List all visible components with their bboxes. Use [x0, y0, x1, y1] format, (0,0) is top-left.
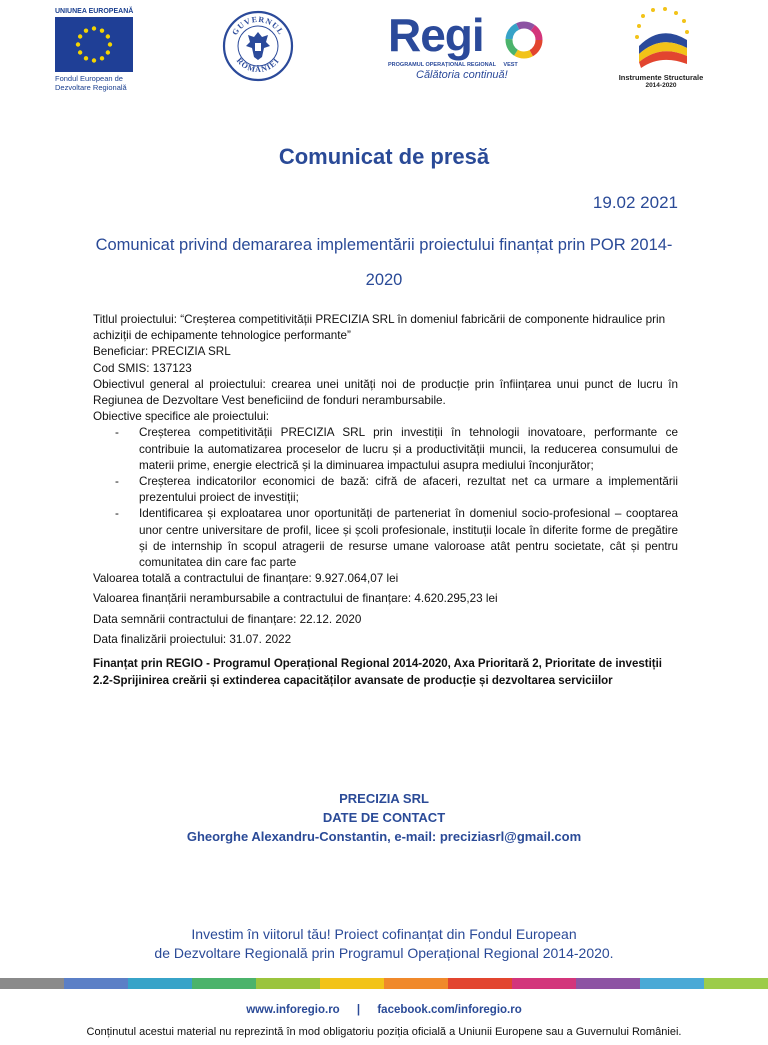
eu-fund-label-line1: Fondul European de — [55, 74, 123, 83]
objective-text: Identificarea și exploatarea unor oportunități de parteneriat în domeniul socio-profesional – cooptarea unor centre universitare de profil, licee și școli profesionale, instituții locale în diferite forme de pregătire și de internship în scopul atragerii de resurse umane valoroase atât pentru societate, cât și pentru comunitatea din care fac parte — [139, 507, 678, 570]
eu-star-icon — [92, 26, 96, 30]
stripe-segment — [64, 978, 128, 989]
stripe-segment — [192, 978, 256, 989]
stripe-segment — [320, 978, 384, 989]
project-details — [93, 312, 678, 648]
government-bottom-text: ROMÂNIEI — [234, 55, 282, 75]
footer-separator: | — [356, 1004, 361, 1016]
footer-links — [0, 1004, 768, 1016]
document-heading: Comunicat privind demararea implementării proiectului finanțat prin POR 2014-2020 — [95, 236, 673, 289]
structural-instruments-years: 2014-2020 — [645, 82, 677, 89]
eu-fund-label-line2: Dezvoltare Regională — [55, 83, 127, 92]
document-date: 19.02 2021 — [592, 193, 678, 212]
eu-star-icon — [108, 42, 112, 46]
eu-flag-icon — [55, 17, 133, 72]
eu-star-icon — [92, 58, 96, 62]
regio-program-label — [388, 62, 548, 68]
eu-fund-label — [55, 74, 155, 92]
regio-program-text: PROGRAMUL OPERAȚIONAL REGIONAL — [388, 62, 496, 68]
eu-star-icon — [76, 42, 80, 46]
bullet-dash: - — [115, 475, 119, 489]
structural-instruments-icon — [629, 6, 693, 68]
footer-invest-line1: Investim în viitorul tău! Proiect cofinanțat din Fondul European — [191, 926, 577, 942]
stripe-segment — [512, 978, 576, 989]
government-seal-logo — [222, 10, 294, 82]
stripe-segment — [128, 978, 192, 989]
eu-star-icon — [84, 28, 88, 32]
website-link[interactable]: www.inforegio.ro — [246, 1004, 340, 1016]
specific-objectives-list — [93, 425, 678, 571]
disclaimer: Conținutul acestui material nu reprezintă în mod obligatoriu poziția oficială a Uniunii Europene sau a Guvernului României. — [86, 1026, 682, 1038]
eu-star-icon — [106, 50, 110, 54]
regio-logo — [388, 9, 548, 81]
contact-person: Gheorghe Alexandru-Constantin, e-mail: preciziasrl@gmail.com — [186, 829, 582, 844]
non-refundable-value: Valoarea finanțării nerambursabile a contractului de finanțare: 4.620.295,23 lei — [93, 592, 498, 606]
smis-code: Cod SMIS: 137123 — [93, 361, 192, 375]
bullet-dash: - — [115, 507, 119, 521]
stripe-segment — [704, 978, 768, 989]
eu-union-label: UNIUNEA EUROPEANĂ — [55, 8, 134, 15]
total-contract-value: Valoarea totală a contractului de finanțare: 9.927.064,07 lei — [93, 572, 399, 586]
eu-star-icon — [84, 56, 88, 60]
list-item — [93, 425, 678, 474]
objective-text: Creșterea competitivității PRECIZIA SRL prin investiții în tehnologii inovatoare, performante ce contribuie la automatizarea proceselor de lucru și a productivității muncii, la reducerea consumului de materii prime, energie electrică și la diminuarea impactului asupra mediului înconjurător; — [139, 426, 678, 472]
specific-objectives-label: Obiective specifice ale proiectului: — [93, 410, 270, 424]
regio-vest-text: VEST — [503, 62, 518, 68]
regio-slogan: Călătoria continuă! — [416, 69, 508, 81]
regio-color-wheel-icon — [505, 21, 543, 59]
eu-star-icon — [78, 34, 82, 38]
page-title: Comunicat de presă — [278, 144, 490, 169]
contact-company: PRECIZIA SRL — [339, 791, 429, 806]
footer-invest-text — [0, 925, 768, 963]
objective-text: Creșterea indicatorilor economici de bază: cifră de afaceri, rezultat net ca urmare a implementării prezentului proiect de investiții; — [139, 475, 678, 505]
stripe-segment — [256, 978, 320, 989]
facebook-link[interactable]: facebook.com/inforegio.ro — [377, 1004, 522, 1016]
bullet-dash: - — [115, 426, 119, 440]
list-item — [93, 474, 678, 506]
stripe-segment — [448, 978, 512, 989]
eu-star-icon — [100, 28, 104, 32]
funding-note: Finanțat prin REGIO - Programul Operațional Regional 2014-2020, Axa Prioritară 2, Prioritate de investiții 2.2-Sprijinirea creării și extinderea capacităților avansate de producție și dezvoltarea serviciilor — [93, 658, 662, 687]
eu-star-icon — [106, 34, 110, 38]
structural-instruments-logo — [606, 6, 716, 89]
general-objective: Obiectivul general al proiectului: crearea unei unități noi de producție prin înființarea unui punct de lucru în Regiunea de Dezvoltare Vest beneficiind de fonduri nerambursabile. — [93, 377, 678, 408]
eu-star-icon — [100, 56, 104, 60]
stripe-segment — [0, 978, 64, 989]
stripe-segment — [384, 978, 448, 989]
signing-date: Data semnării contractului de finanțare: 22.12. 2020 — [93, 612, 362, 626]
beneficiary: Beneficiar: PRECIZIA SRL — [93, 345, 231, 359]
footer-color-stripe — [0, 978, 768, 989]
eu-logo — [55, 8, 155, 92]
structural-instruments-label: Instrumente Structurale — [618, 73, 704, 82]
eu-star-icon — [78, 50, 82, 54]
government-top-text: GUVERNUL — [230, 14, 286, 37]
completion-date: Data finalizării proiectului: 31.07. 2022 — [93, 632, 292, 646]
eu-stars-icon — [55, 17, 133, 72]
contact-block — [0, 789, 768, 846]
regio-wordmark: Regi — [388, 9, 484, 61]
contact-label: DATE DE CONTACT — [322, 810, 446, 825]
footer-invest-line2: de Dezvoltare Regională prin Programul Operațional Regional 2014-2020. — [154, 945, 614, 961]
list-item — [93, 506, 678, 571]
stripe-segment — [640, 978, 704, 989]
stripe-segment — [576, 978, 640, 989]
government-seal-icon — [222, 10, 294, 82]
project-title: Titlul proiectului: “Creșterea competitivității PRECIZIA SRL în domeniul fabricării de componente hidraulice prin achiziții de echipamente tehnologice performante” — [93, 313, 666, 343]
